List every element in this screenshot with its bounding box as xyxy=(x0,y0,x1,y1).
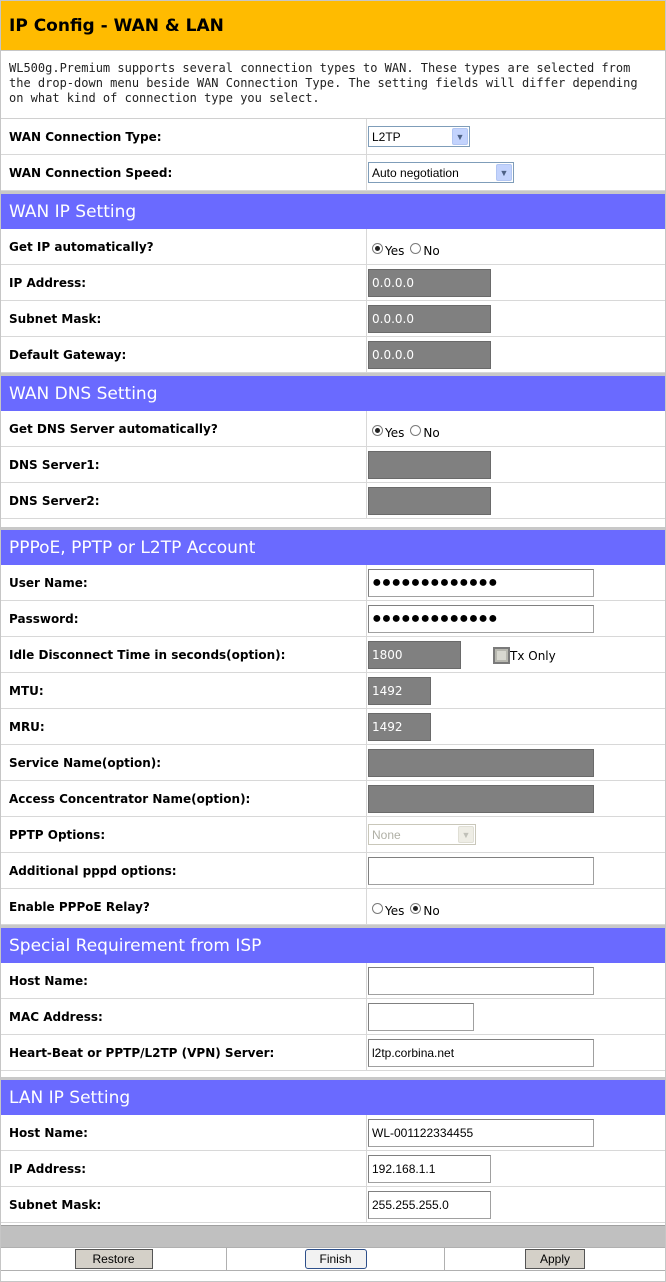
mru-label: MRU: xyxy=(1,709,367,744)
mtu-row xyxy=(1,673,665,709)
wan-subnet-mask-row xyxy=(1,301,665,337)
pptp-options-row xyxy=(1,817,665,853)
pppoe-relay-row xyxy=(1,889,665,925)
section-wan-dns: WAN DNS Setting xyxy=(1,373,665,411)
isp-host-name-label: Host Name: xyxy=(1,963,367,998)
mru-input[interactable]: 1492 xyxy=(368,713,431,741)
get-dns-auto-row xyxy=(1,411,665,447)
get-ip-auto-yes-radio[interactable] xyxy=(372,243,383,254)
idle-time-row xyxy=(1,637,665,673)
dns-server2-label: DNS Server2: xyxy=(1,483,367,518)
user-name-input[interactable]: ●●●●●●●●●●●●● xyxy=(368,569,594,597)
lan-host-name-row xyxy=(1,1115,665,1151)
get-dns-auto-no-label: No xyxy=(423,425,440,440)
pppd-options-row xyxy=(1,853,665,889)
service-name-input[interactable] xyxy=(368,749,594,777)
isp-host-name-input[interactable] xyxy=(368,967,594,995)
pppoe-relay-no-label: No xyxy=(423,903,440,918)
lan-ip-address-row xyxy=(1,1151,665,1187)
wan-subnet-mask-input[interactable]: 0.0.0.0 xyxy=(368,305,491,333)
password-label: Password: xyxy=(1,601,367,636)
get-ip-auto-yes-label: Yes xyxy=(385,243,405,258)
vpn-server-row xyxy=(1,1035,665,1071)
vpn-server-input[interactable]: l2tp.corbina.net xyxy=(368,1039,594,1067)
isp-host-name-row xyxy=(1,963,665,999)
password-input[interactable]: ●●●●●●●●●●●●● xyxy=(368,605,594,633)
user-name-label: User Name: xyxy=(1,565,367,600)
wan-ip-address-input[interactable]: 0.0.0.0 xyxy=(368,269,491,297)
lan-host-name-label: Host Name: xyxy=(1,1115,367,1150)
ac-name-input[interactable] xyxy=(368,785,594,813)
lan-subnet-mask-label: Subnet Mask: xyxy=(1,1187,367,1222)
wan-type-row xyxy=(1,119,665,155)
idle-time-label: Idle Disconnect Time in seconds(option): xyxy=(1,637,367,672)
get-dns-auto-yes-radio[interactable] xyxy=(372,425,383,436)
mru-row xyxy=(1,709,665,745)
button-bar xyxy=(1,1247,665,1271)
vpn-server-label: Heart-Beat or PPTP/L2TP (VPN) Server: xyxy=(1,1035,367,1070)
ac-name-row xyxy=(1,781,665,817)
chevron-down-icon: ▼ xyxy=(458,826,474,843)
apply-button[interactable]: Apply xyxy=(525,1249,585,1269)
chevron-down-icon: ▼ xyxy=(496,164,512,181)
lan-subnet-mask-input[interactable]: 255.255.255.0 xyxy=(368,1191,491,1219)
lan-ip-address-label: IP Address: xyxy=(1,1151,367,1186)
tx-only-checkbox[interactable] xyxy=(493,647,510,664)
pptp-options-select[interactable]: None ▼ xyxy=(368,824,476,845)
section-account: PPPoE, PPTP or L2TP Account xyxy=(1,527,665,565)
service-name-label: Service Name(option): xyxy=(1,745,367,780)
wan-ip-address-row xyxy=(1,265,665,301)
wan-type-select[interactable]: L2TP ▼ xyxy=(368,126,470,147)
chevron-down-icon: ▼ xyxy=(452,128,468,145)
get-ip-auto-no-label: No xyxy=(423,243,440,258)
get-dns-auto-no-radio[interactable] xyxy=(410,425,421,436)
get-ip-auto-no-radio[interactable] xyxy=(410,243,421,254)
section-wan-ip: WAN IP Setting xyxy=(1,191,665,229)
pppoe-relay-yes-label: Yes xyxy=(385,903,405,918)
pppd-options-input[interactable] xyxy=(368,857,594,885)
page-title: IP Config - WAN & LAN xyxy=(1,1,665,51)
dns-server1-input[interactable] xyxy=(368,451,491,479)
idle-time-input[interactable]: 1800 xyxy=(368,641,461,669)
mtu-label: MTU: xyxy=(1,673,367,708)
pptp-options-label: PPTP Options: xyxy=(1,817,367,852)
lan-subnet-mask-row xyxy=(1,1187,665,1223)
get-dns-auto-label: Get DNS Server automatically? xyxy=(1,411,367,446)
tx-only-label: Tx Only xyxy=(510,648,556,663)
footer-separator xyxy=(1,1225,665,1247)
get-dns-auto-yes-label: Yes xyxy=(385,425,405,440)
pppoe-relay-yes-radio[interactable] xyxy=(372,903,383,914)
ac-name-label: Access Concentrator Name(option): xyxy=(1,781,367,816)
get-ip-auto-label: Get IP automatically? xyxy=(1,229,367,264)
section-isp: Special Requirement from ISP xyxy=(1,925,665,963)
password-row xyxy=(1,601,665,637)
pppoe-relay-label: Enable PPPoE Relay? xyxy=(1,889,367,924)
page-description: WL500g.Premium supports several connection types to WAN. These types are selected from the drop-down menu beside WAN Connection Type. The setting fields will differ depending on what kind of connection type you select. xyxy=(1,51,665,119)
wan-speed-select[interactable]: Auto negotiation ▼ xyxy=(368,162,514,183)
pppd-options-label: Additional pppd options: xyxy=(1,853,367,888)
wan-type-label: WAN Connection Type: xyxy=(1,119,367,154)
mac-address-input[interactable] xyxy=(368,1003,474,1031)
wan-speed-row xyxy=(1,155,665,191)
user-name-row xyxy=(1,565,665,601)
default-gateway-label: Default Gateway: xyxy=(1,337,367,372)
dns-server1-label: DNS Server1: xyxy=(1,447,367,482)
mac-address-label: MAC Address: xyxy=(1,999,367,1034)
section-lan: LAN IP Setting xyxy=(1,1077,665,1115)
finish-button[interactable]: Finish xyxy=(305,1249,367,1269)
dns-server2-input[interactable] xyxy=(368,487,491,515)
mac-address-row xyxy=(1,999,665,1035)
lan-host-name-input[interactable]: WL-001122334455 xyxy=(368,1119,594,1147)
wan-speed-label: WAN Connection Speed: xyxy=(1,155,367,190)
wan-ip-address-label: IP Address: xyxy=(1,265,367,300)
mtu-input[interactable]: 1492 xyxy=(368,677,431,705)
default-gateway-row xyxy=(1,337,665,373)
dns-server2-row xyxy=(1,483,665,519)
default-gateway-input[interactable]: 0.0.0.0 xyxy=(368,341,491,369)
dns-server1-row xyxy=(1,447,665,483)
pppoe-relay-no-radio[interactable] xyxy=(410,903,421,914)
wan-subnet-mask-label: Subnet Mask: xyxy=(1,301,367,336)
restore-button[interactable]: Restore xyxy=(75,1249,153,1269)
lan-ip-address-input[interactable]: 192.168.1.1 xyxy=(368,1155,491,1183)
get-ip-auto-row xyxy=(1,229,665,265)
service-name-row xyxy=(1,745,665,781)
